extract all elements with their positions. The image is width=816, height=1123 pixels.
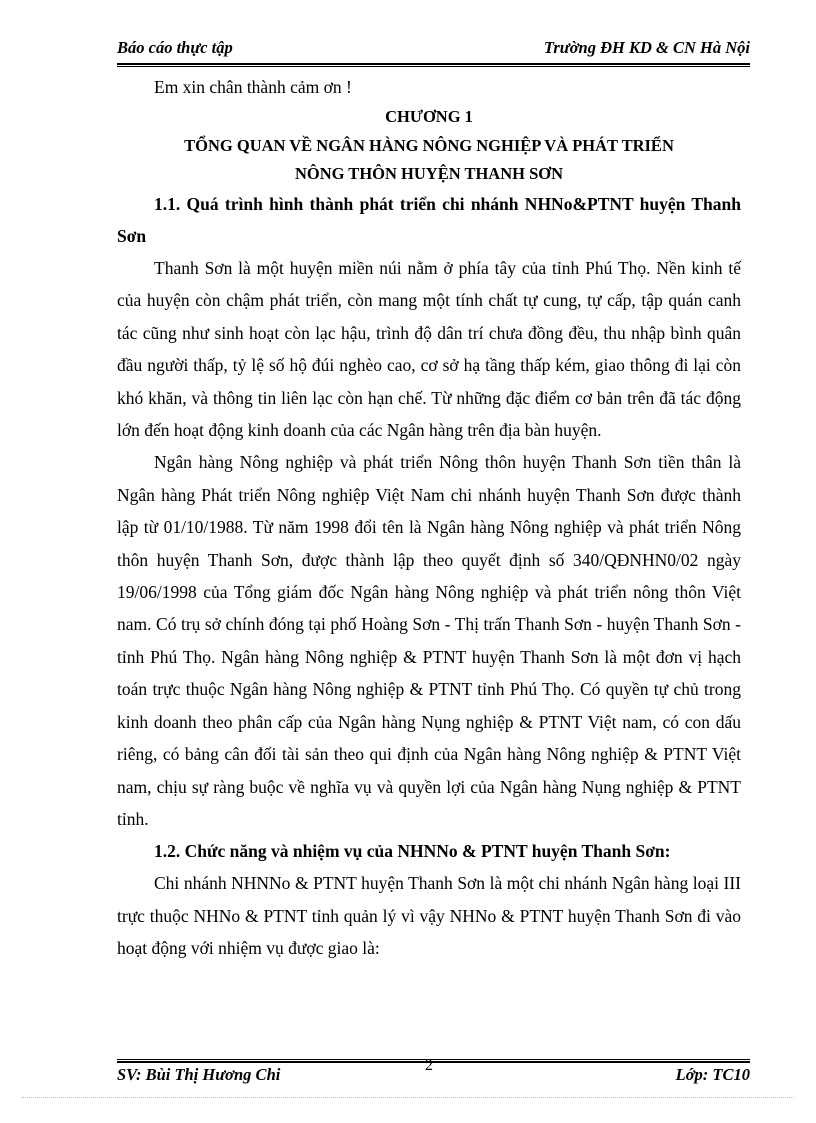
section-heading-1-1: 1.1. Quá trình hình thành phát triển chi nhánh NHNo&PTNT huyện Thanh Sơn: [117, 194, 741, 246]
footer-class: Lớp: TC10: [675, 1065, 750, 1084]
header-left-text: Báo cáo thực tập: [117, 38, 233, 57]
document-body: [117, 72, 741, 965]
chapter-title-line-1: TỔNG QUAN VỀ NGÂN HÀNG NÔNG NGHIỆP VÀ PHÁT TRIỂN: [184, 136, 674, 155]
chapter-label: CHƯƠNG 1: [385, 107, 473, 126]
page-bottom-dotted-line: [22, 1097, 794, 1098]
footer-student-name: SV: Bùi Thị Hương Chi: [117, 1065, 281, 1084]
header-divider: [117, 63, 750, 67]
footer-divider: [117, 1059, 750, 1063]
page-number: 2: [425, 1057, 433, 1074]
header-right-text: Trường ĐH KD & CN Hà Nội: [543, 38, 750, 57]
page-footer: [117, 1057, 750, 1089]
paragraph-3: Chi nhánh NHNNo & PTNT huyện Thanh Sơn là một chi nhánh Ngân hàng loại III trực thuộc NHNo & PTNT tỉnh quản lý vì vậy NHNo & PTNT huyện Thanh Sơn đi vào hoạt động với nhiệm vụ được giao là:: [117, 873, 741, 959]
page-header: [117, 38, 750, 62]
opening-line: Em xin chân thành cảm ơn !: [154, 77, 352, 97]
paragraph-1: Thanh Sơn là một huyện miền núi nằm ở phía tây của tỉnh Phú Thọ. Nền kinh tế của huyện còn chậm phát triển, còn mang một tính chất tự cung, tự cấp, tập quán canh tác cũng như sinh hoạt còn lạc hậu, trình độ dân trí chưa đồng đều, thu nhập bình quân đầu người thấp, tỷ lệ số hộ đúi nghèo cao, cơ sở hạ tầng thấp kém, giao thông đi lại còn khó khăn, và thông tin liên lạc còn hạn chế. Từ những đặc điểm cơ bản trên đã tác động lớn đến hoạt động kinh doanh của các Ngân hàng trên địa bàn huyện.: [117, 258, 741, 441]
section-heading-1-2: 1.2. Chức năng và nhiệm vụ của NHNNo & PTNT huyện Thanh Sơn:: [154, 841, 671, 862]
chapter-title-line-2: NÔNG THÔN HUYỆN THANH SƠN: [294, 164, 563, 183]
paragraph-2: Ngân hàng Nông nghiệp và phát triển Nông thôn huyện Thanh Sơn tiền thân là Ngân hàng Phát triển Nông nghiệp Việt Nam chi nhánh huyện Thanh Sơn được thành lập từ 01/10/1988. Từ năm 1998 đổi tên là Ngân hàng Nông nghiệp và phát triển Nông thôn huyện Thanh Sơn, được thành lập theo quyết định số 340/QĐNHN0/02 ngày 19/06/1998 của Tổng giám đốc Ngân hàng Nông nghiệp và phát triển nông thôn Việt nam. Có trụ sở chính đóng tại phố Hoàng Sơn - Thị trấn Thanh Sơn - huyện Thanh Sơn - tỉnh Phú Thọ. Ngân hàng Nông nghiệp & PTNT huyện Thanh Sơn là một đơn vị hạch toán trực thuộc Ngân hàng Nông nghiệp & PTNT tỉnh Phú Thọ. Có quyền tự chủ trong kinh doanh theo phân cấp của Ngân hàng Nụng nghiệp & PTNT Việt nam, có con dấu riêng, có bảng cân đối tài sản theo qui định của Ngân hàng Nông nghiệp & PTNT Việt nam, chịu sự ràng buộc về nghĩa vụ và quyền lợi của Ngân hàng Nụng nghiệp & PTNT tỉnh.: [117, 452, 741, 829]
